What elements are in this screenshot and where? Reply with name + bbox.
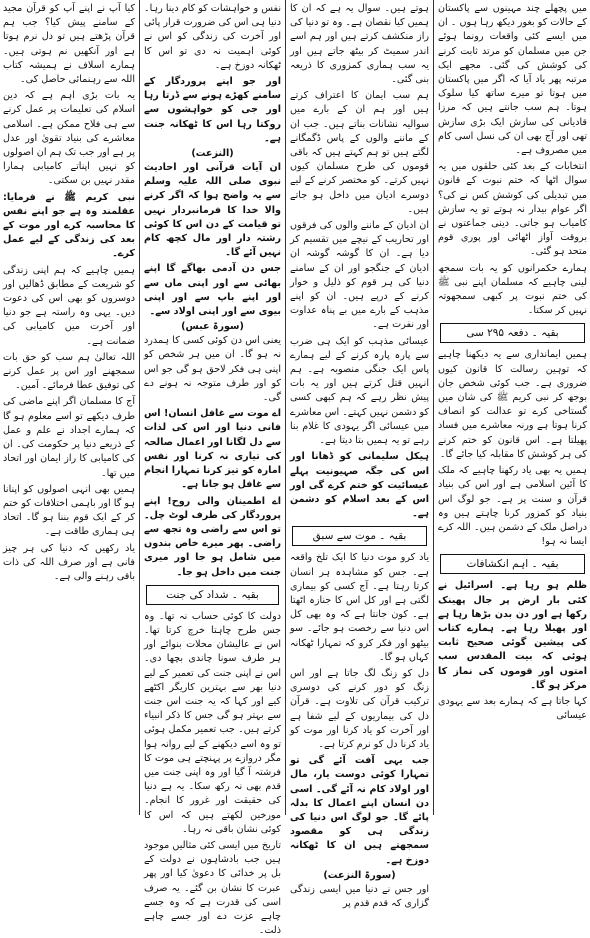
section-heading-box: بقیہ ۔ شداد کی جنت [146, 585, 279, 605]
paragraph: اور جس نے دنیا میں ایسی زندگی گزاری کہ قدم قدم پر [290, 883, 429, 909]
paragraph: ظلم ہو رہا ہے۔ اسرائیل نے کئی بار ارض پر جال پھینک رکھا ہے اور دن بدن بڑھا رہا ہے اور پھیلا رہا ہے۔ ہمارے کتاب کی پیشین گوئی صحیح ثابت ہوئی کہ بیت المقدس سب امتوں اور قوموں کی نماز کا مرکز ہو گا۔ [438, 580, 587, 691]
paragraph: جس دن آدمی بھاگے گا اپنے بھائی سے اور اپنی ماں سے اور اپنے باپ سے اور اپنی بیوی سے اور اپنی اولاد سے۔ [144, 263, 281, 318]
paragraph: یعنی اس دن کوئی کسی کا ہمدرد نہ ہو گا۔ ان میں ہر شخص کو اپنی ہی فکر لاحق ہو گی جو اس کو اور طرف متوجہ نہ ہونے دے گی۔ [144, 335, 281, 404]
paragraph: عیسائی مذہب کو ایک ہی ضرب سے پارہ پارہ کرنے کے لیے ہمارے پاس ایک جنگی منصوبہ ہے۔ ہم انہیں قتل کرتے ہیں اور یہ بات پیش نظر رہے کہ ہم کبھی کسی کو دشمن نہیں کہتے۔ اس معاشرے میں عیسائی اگر یہودی کا غلام بنا رہے تو یہ ہمیں بتا دیتا ہے۔ [290, 335, 429, 447]
column-divider [285, 0, 286, 815]
paragraph: ہوتے ہیں۔ سوال یہ ہے کہ ان کا ہمیں کیا نقصان ہے۔ وہ تو دنیا کی راز منکشف کرتے ہیں اور ہم اسے اندر سمیٹ کر بیٹھ جاتے ہیں اور یہ سب ہماری کمزوری کا ذریعہ بنی گئی۔ [290, 3, 429, 86]
column-third [141, 0, 284, 937]
paragraph: دولت کا کوئی حساب نہ تھا۔ وہ جس طرح چاہتا خرچ کرتا تھا۔ اس نے عالیشان محلات بنوائے اور ہر طرف سونا چاندی بچھا دی۔ اس نے اپنی جنت کی تعمیر کے لیے دنیا بھر سے بہترین کاریگر اکٹھے کیے اور کہا کہ یہ جنت اس جنت سے بہتر ہو گی جس کا ذکر انبیاء کرتے ہیں۔ جب تعمیر مکمل ہوئی تو وہ اسے دیکھنے کے لیے روانہ ہوا مگر دروازے پر پہنچتے ہی موت کا فرشتہ آ گیا اور وہ اپنی جنت میں قدم بھی نہ رکھ سکا۔ یہ ہے دنیا کی حقیقت اور غرور کا انجام۔ مورخین لکھتے ہیں کہ اس کا کوئی نشان باقی نہ رہا۔ [144, 610, 281, 835]
section-heading-box: بقیہ ۔ موت سے سبق [292, 526, 427, 546]
paragraph: ہمیں یہ بھی یاد رکھنا چاہیے کہ ملک کا آئین اسلامی ہے اور اس کی بنیاد قرآن و سنت پر ہے۔ جو لوگ اس بنیاد کو کمزور کرنا چاہتے ہیں وہ دراصل ملک کے دشمن ہیں۔ اللہ کرے ایسا نہ ہو! [438, 465, 587, 548]
paragraph: ہمیں چاہیے کہ ہم اپنی زندگی کو شریعت کے مطابق ڈھالیں اور دوسروں کو بھی اس کی دعوت دیں۔ یہی وہ راستہ ہے جو دنیا اور آخرت میں کامیابی کی ضمانت ہے۔ [3, 264, 135, 347]
paragraph: یہ بات بڑی اہم ہے کہ دین اسلام کی تعلیمات پر عمل کرنے سے ہی فلاح ممکن ہے۔ اسلامی معاشرے کی بنیاد تقویٰ اور عدل پر ہے اور جب تک ہم ان اصولوں کو نہیں اپناتے کامیابی ہمارا مقدر نہیں بن سکتی۔ [3, 90, 135, 187]
paragraph: کیا آپ نے اپنے آپ کو قرآن مجید کے سامنے پیش کیا؟ جب ہم قرآن پڑھتے ہیں تو دل نرم ہوتا ہے اور آنکھیں نم ہوتی ہیں۔ ہمارے اسلاف نے ہمیشہ کتاب اللہ سے رہنمائی حاصل کی۔ [3, 3, 135, 86]
paragraph: نبی کریم ﷺ نے فرمایا: عقلمند وہ ہے جو اپنے نفس کا محاسبہ کرے اور موت کے بعد کی زندگی کے لیے عمل کرے۔ [3, 191, 135, 260]
paragraph: اے اطمینان والی روح! اپنے پروردگار کی طرف لوٹ چل۔ تو اس سے راضی وہ تجھ سے راضی۔ پھر میرے خاص بندوں میں شامل ہو جا اور میری جنت میں داخل ہو جا۔ [144, 495, 281, 578]
paragraph: ہمیں ایمانداری سے یہ دیکھنا چاہیے کہ توہین رسالت کا قانون کیوں ضروری ہے۔ جب کوئی شخص جان بوجھ کر نبی کریم ﷺ کی شان میں گستاخی کرے تو عدالت کو انصاف کرنا ہوتا ہے ورنہ معاشرے میں فساد پھیلتا ہے۔ اس قانون کو ختم کرنے کی ہر کوشش کا مقابلہ کیا جائے گا۔ [438, 349, 587, 460]
quran-reference: (سورۃ النزعت) [323, 869, 396, 881]
column-divider [433, 0, 434, 815]
paragraph: میں پچھلے چند مہینوں سے پاکستان کے حالات کو بغور دیکھ رہا ہوں ۔ ان میں ایسے کئی واقعات رونما ہوئے جن میں مسلمان کو مرتد ثابت کرنے کی کوشش کی گئی۔ مجھے ایک مرتبہ پھر یاد آیا کہ اگر میں پاکستان میں ہوتا تو میرے ساتھ کیا سلوک ہوتا۔ ہم سب جانتے ہیں کہ مرزا قادیانی کی سازش ایک بڑی سازش تھی اور آج بھی ان کی نسل اسی کام میں مصروف ہے۔ [438, 3, 587, 157]
paragraph: اللہ تعالیٰ ہم سب کو حق بات سمجھنے اور اس پر عمل کرنے کی توفیق عطا فرمائے۔ آمین۔ [3, 351, 135, 392]
paragraph: نفس و خواہشات کو کام دینا رہا۔ دنیا ہی اس کی ضرورت قرار پائی اور آخرت کی زندگی کو اس نے کوئی اہمیت نہ دی تو اس کا ٹھکانہ دوزخ ہے۔ [144, 3, 281, 71]
paragraph: اے موت سے غافل انسان! اس فانی دنیا اور اس کی لذات سے دل لگانا اور اعمال صالحہ کی تیاری نہ کرنا اور نفس امارہ کو تیز کرنا تمہارا انجام سے غافل ہو جانا ہے۔ [143, 408, 281, 491]
paragraph: تاریخ میں ایسی کئی مثالیں موجود ہیں جب بادشاہوں نے دولت کے بل پر خدائی کا دعویٰ کیا اور پھر عبرت کا نشان بن گئے۔ یہ صرف اسی کی قدرت ہے کہ وہ جسے چاہے عزت دے اور جسے چاہے ذلت۔ [144, 839, 281, 937]
column-left [0, 0, 138, 815]
paragraph: دل کو زنگ لگ جاتا ہے اور اس زنگ کو دور کرنے کی دوسری ترکیب قرآن کی تلاوت ہے۔ قرآن دل کی بیماریوں کے لیے شفا ہے اور آخرت کو یاد کرنا اور موت کو یاد کرنا دل کو نرم کرتا ہے۔ [290, 667, 429, 750]
quran-reference: (سورۃ عبس) [181, 321, 244, 333]
section-heading-box: بقیہ ۔ دفعہ ۲۹۵ سی [440, 323, 585, 343]
paragraph: ان آیات قرآنی اور احادیث نبوی صلی اللہ علیہ وسلم سے یہ واضح ہوا کہ اگر کرنے والا خدا کا فرمانبردار نہیں تو قیامت کے دن اس کا کوئی رشتہ دار اور مال کچھ کام نہیں آئے گا۔ [144, 162, 281, 259]
paragraph: ہمارے حکمرانوں کو یہ بات سمجھ لینی چاہیے کہ مسلمان اپنے نبی ﷺ کی ختم نبوت پر کبھی سمجھوتہ نہیں کر سکتا۔ [438, 262, 587, 317]
paragraph: ان ادیان کے ماننے والوں کی فرقوں اور تحاریب کے نیچے میں تقسیم کر دیا ہے۔ ان کا گوشہ گوشہ ان ادیان کے جنگجو اور ان کے سامنے دنیا کی ہر قوم کو ذلیل و خوار کرنے کے درپے ہیں۔ ان کو اپنے مذہب کے بارے میں بے پناہ عداوت اور نفرت ہے۔ [290, 220, 429, 331]
paragraph: اور جو اپنے پروردگار کے سامنے کھڑے ہونے سے ڈرتا رہا اور جی کو خواہشوں سے روکتا رہا اس کا ٹھکانہ جنت ہے۔ [144, 76, 281, 144]
paragraph: آج کا مسلمان اگر اپنے ماضی کی طرف دیکھے تو اسے معلوم ہو گا کہ ہمارے اجداد نے علم و عمل کے ذریعے دنیا پر حکومت کی۔ ان کی کامیابی کا راز ایمان اور اتحاد میں تھا۔ [3, 396, 135, 479]
paragraph: جب یہی آفت آئے گی تو تمہارا کوئی دوست یار، مال اور اولاد کام نہ آئے گی۔ اسی دن انسان اپنے اعمال کا بدلہ پائے گا۔ جو لوگ اس دنیا کی زندگی ہی کو مقصود سمجھتے ہیں ان کا ٹھکانہ دوزخ ہے۔ [290, 755, 429, 866]
quran-reference: (النزعت) [191, 148, 234, 160]
paragraph: انتخابات کے بعد کئی حلقوں میں یہ سوال اٹھا کہ ختم نبوت کے قانون میں تبدیلی کی کوشش کس نے کی؟ اگر عوام بیدار نہ ہوتے تو یہ سازش کامیاب ہو جاتی۔ دینی جماعتوں نے بروقت آواز اٹھائی اور پوری قوم متحد ہو گئی۔ [438, 161, 587, 258]
paragraph: یاد رکھیں کہ دنیا کی ہر چیز فانی ہے اور صرف اللہ کی ذات باقی رہنے والی ہے۔ [3, 542, 135, 582]
column-right [435, 0, 590, 815]
paragraph: ہمیں بھی انہی اصولوں کو اپنانا ہو گا اور باہمی اختلافات کو ختم کر کے ایک قوم بننا ہو گا۔ اتحاد ہی ہماری طاقت ہے۔ [3, 483, 135, 538]
paragraph: ہم سب ایمان کا اعتراف کرتے ہیں اور ہم ان کے بارے میں سوالیہ نشانات بناتے ہیں۔ جب ان کے ماننے والوں کے پاس ڈگمگانے لگتے ہیں تو ہم کہتے ہیں کہ باقی قوموں کی طرح مسلمان کیوں نہیں کرتے۔ کو مختصر کرنے کے لیے دوسرے ادیان میں داخل ہو جاتے ہیں۔ [290, 90, 429, 215]
column-second [287, 0, 432, 909]
paragraph: ہیکل سلیمانی کو ڈھانا اور اس کی جگہ صہیونیت پہلے عیسائیت کو ختم کرے گی اور اس کے بعد اسلام کو دشمن ہے۔ [290, 451, 429, 520]
paragraph: یاد کرو موت دنیا کا ایک تلخ واقعہ ہے۔ جس کو مشاہدہ ہر انسان کرتا رہتا ہے۔ آج کسی کو بیماری لگتی ہے اور کل اس کا جنازہ اٹھتا ہے۔ کون جانتا ہے کہ وہ بھی کل اس دنیا سے رخصت ہو جائے۔ سو بیٹھو اور فکر کرو کہ تمہارا ٹھکانہ کہاں ہو گا۔ [290, 552, 429, 663]
section-heading-box: بقیہ ۔ اہم انکشافات [440, 554, 585, 574]
column-divider [139, 0, 140, 815]
paragraph: کہا جاتا ہے کہ ہمارے بعد سے یہودی عیسائی [438, 695, 587, 722]
